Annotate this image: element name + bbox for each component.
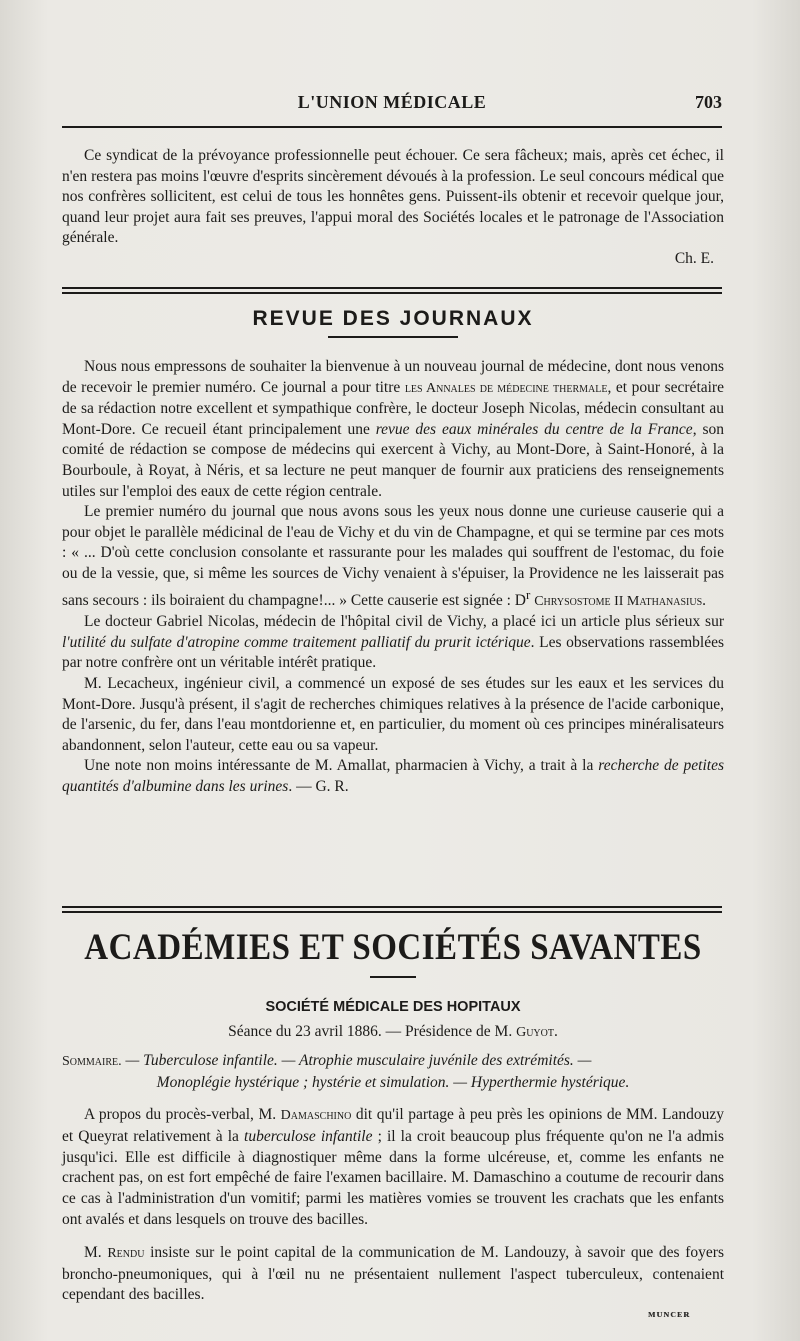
intro-paragraph: Ce syndicat de la prévoyance professionnelle peut échouer. Ce sera fâcheux; mais, après cet échec, il n'en restera pas moins l'œuvre d'esprits sincèrement dévoués à la profession. Le seul concours médical que nos confrères sollicitent, est celui de tous les honnêtes gens. Puissent-ils obtenir et recevoir quelque jour, quand leur projet aura fait ses preuves, l'appui moral des Sociétés locales et le patronage de l'Association générale. (62, 147, 724, 247)
intro-section (62, 146, 724, 270)
sommaire-line-2: Monoplégie hystérique ; hystérie et simulation. — Hyperthermie hystérique. (156, 1074, 630, 1091)
revue-paragraph-5: Une note non moins intéressante de M. Amallat, pharmacien à Vichy, a trait à la recherche de petites quantités d'albumine dans les urines. — G. R. (62, 757, 724, 796)
academies-heading: ACADÉMIES ET SOCIÉTÉS SAVANTES (84, 927, 702, 969)
revue-section (62, 357, 724, 798)
seance-line: Séance du 23 avril 1886. — Présidence de M. Guyot. (228, 1023, 558, 1040)
society-heading: SOCIÉTÉ MÉDICALE DES HOPITAUX (265, 999, 521, 1015)
author-name: Chrysostome II Mathanasius (534, 593, 703, 609)
journal-name: les Annales de médecine thermale (404, 380, 608, 396)
section-rule-top-2 (62, 292, 722, 294)
sommaire (62, 1050, 724, 1093)
section-rule-top (62, 287, 722, 289)
revue-paragraph-3: Le docteur Gabriel Nicolas, médecin de l'hôpital civil de Vichy, a placé ici un article plus sérieux sur l'utilité du sulfate d'atropine comme traitement palliatif du prurit ictérique. Les observations rassemblées par notre confrère ont un véritable intérêt pratique. (62, 613, 724, 672)
section-rule-mid-2 (62, 911, 722, 913)
academies-paragraph-2: M. Rendu insiste sur le point capital de la communication de M. Landouzy, à savoir que des foyers broncho-pneumoniques, qui à l'œil nu ne présentaient nullement l'aspect tuberculeux, contenaient cependant des bacilles. (62, 1243, 724, 1304)
running-header (62, 92, 722, 120)
header-rule (62, 126, 722, 128)
sommaire-line-1: — Tuberculose infantile. — Atrophie musculaire juvénile des extrémités. — (121, 1052, 592, 1069)
academies-paragraph-1: A propos du procès-verbal, M. Damaschino dit qu'il partage à peu près les opinions de MM. Landouzy et Queyrat relativement à la tuberculose infantile ; il la croit beaucoup plus fréquente qu'on ne l'a admis jusqu'ici. Elle est difficile à diagnostiquer même dans la forme ulcéreuse, et, comme les enfants ne crachent pas, on est fort empêché de faire l'examen bacillaire. M. Damaschino a coutume de recourir dans ce cas à l'administration d'un vomitif; parmi les matières vomies se trouvent les crachats que les enfants ont avalés et dans lesquels on trouve des bacilles. (62, 1106, 724, 1228)
revue-paragraph-1: Nous nous empressons de souhaiter la bienvenue à un nouveau journal de médecine, dont nous venons de recevoir le premier numéro. Ce journal a pour titre les Annales de médecine thermale, et pour secrétaire de sa rédaction notre excellent et sympathique confrère, le docteur Joseph Nicolas, médecin consultant au Mont-Dore. Ce recueil étant principalement une revue des eaux minérales du centre de la France, son comité de rédaction se compose de médecins qui exercent à Vichy, au Mont-Dore, à Saint-Honoré, à la Bourboule, à Royat, à Néris, et sa lecture ne peut manquer de fournir aux praticiens des renseignements utiles sur l'emploi des eaux de cette région centrale. (62, 358, 724, 500)
intro-signature: Ch. E. (674, 249, 714, 267)
academies-body (62, 1105, 724, 1306)
sommaire-label: Sommaire. (62, 1054, 122, 1069)
page-number: 703 (695, 92, 722, 112)
revue-heading: REVUE DES JOURNAUX (252, 307, 534, 330)
section-rule-mid (62, 906, 722, 908)
footer-mark: ᴍᴜɴᴄᴇʀ (648, 1308, 691, 1320)
academies-heading-underline (370, 976, 416, 978)
revue-paragraph-4: M. Lecacheux, ingénieur civil, a commencé un exposé de ses études sur les eaux et les services du Mont-Dore. Jusqu'à présent, il s'agit de recherches chimiques relatives à la présence de l'acide carbonique, de l'arsenic, du fer, dans l'eau montdorienne et, en particulier, du moment où ces principes minéralisateurs abandonnent, selon l'auteur, cette eau ou sa vapeur. (62, 675, 724, 754)
revue-paragraph-2: Le premier numéro du journal que nous avons sous les yeux nous donne une curieuse causerie qui a pour objet le parallèle médicinal de l'eau de Vichy et du vin de Champagne, et qui se termine par ces mots : « ... D'où cette conclusion consolante et rassurante pour les malades qui souffrent de l'estomac, du foie ou de la vessie, que, si même les sources de Vichy venaient à s'épuiser, la Providence ne les laisserait pas sans secours : ils boiraient du champagne!... » Cette causerie est signée : $D^r$ Chrysostome II Mathanasius. (62, 503, 724, 609)
journal-title: L'UNION MÉDICALE (297, 92, 487, 112)
revue-heading-underline (328, 336, 458, 338)
